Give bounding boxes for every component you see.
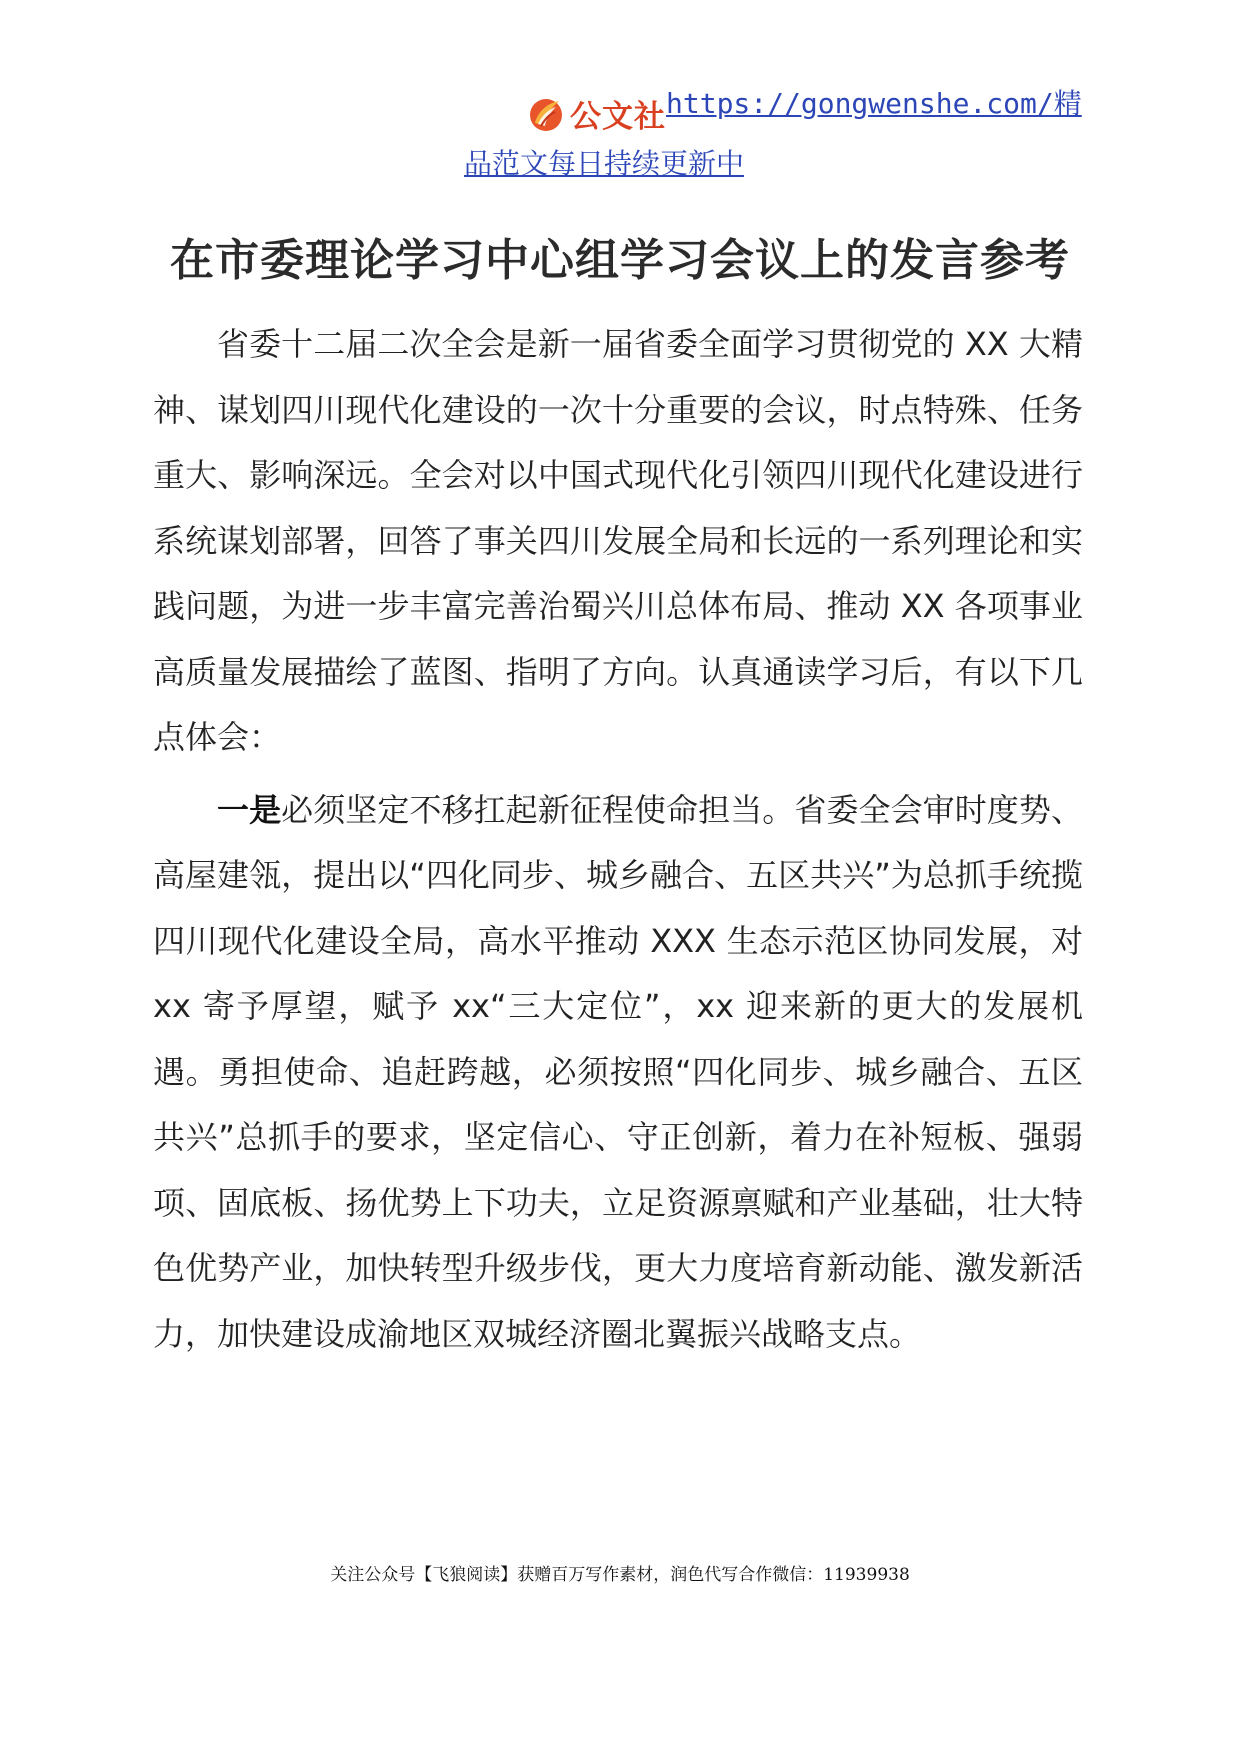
page-header — [0, 0, 1240, 190]
site-tagline-link[interactable]: 品范文每日持续更新中 — [464, 147, 745, 180]
paragraph-text: 必须坚定不移扛起新征程使命担当。省委全会审时度势、高屋建瓴，提出以“四化同步、城乡融合、五区共兴”为总抓手统揽四川现代化建设全局，高水平推动 XXX 生态示范区协同发展，对 xx 寄予厚望，赋予 xx“三大定位”，xx 迎来新的更大的发展机遇。勇担使命、追赶跨越，必须按照“四化同步、城乡融合、五区共兴”总抓手的要求，坚定信心、守正创新，着力在补短板、强弱项、固底板、扬优势上下功夫，立足资源禀赋和产业基础，壮大特色优势产业，加快转型升级步伐，更大力度培育新动能、激发新活力，加快建设成渝地区双城经济圈北翼振兴战略支点。 — [153, 790, 1083, 1353]
paragraph-text: 省委十二届二次全会是新一届省委全面学习贯彻党的 XX 大精神、谋划四川现代化建设的一次十分重要的会议，时点特殊、任务重大、影响深远。全会对以中国式现代化引领四川现代化建设进行系统谋划部署，回答了事关四川发展全局和长远的一系列理论和实践问题，为进一步丰富完善治蜀兴川总体布局、推动 XX 各项事业高质量发展描绘了蓝图、指明了方向。认真通读学习后，有以下几点体会： — [153, 325, 1083, 756]
paragraph-point-one — [153, 778, 1083, 1368]
site-url-link[interactable]: https://gongwenshe.com/精 — [666, 87, 1082, 120]
flame-logo-icon — [526, 93, 566, 133]
logo-text: 公文社 — [570, 98, 666, 135]
paragraph-intro — [153, 312, 1083, 771]
document-body — [153, 312, 1083, 1367]
document-title: 在市委理论学习中心组学习会议上的发言参考 — [170, 235, 1070, 286]
footer-promo-note: 关注公众号【飞狼阅读】获赠百万写作素材，润色代写合作微信：11939938 — [330, 1565, 910, 1585]
site-logo[interactable] — [526, 88, 676, 138]
paragraph-lead: 一是 — [217, 790, 282, 829]
